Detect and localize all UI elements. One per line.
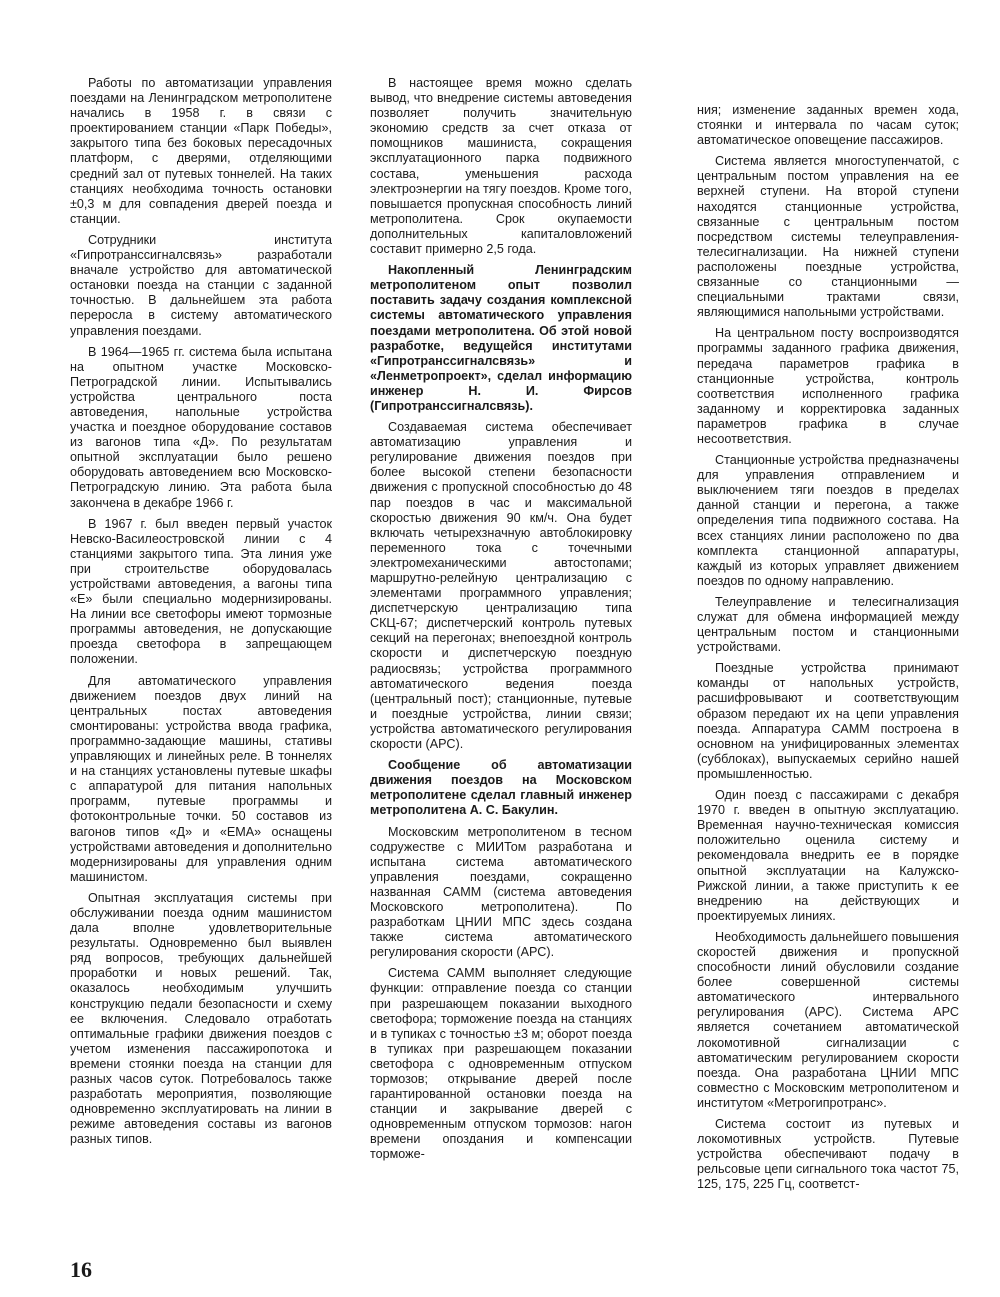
paragraph: ния; изменение заданных времен хода, стоянки и интервала по часам суток; автоматическое оповещение пассажиров.	[697, 103, 959, 148]
paragraph: На центральном посту воспроизводятся программы заданного графика движения, передача параметров графика в станционные устройства, контроль соответствия исполненного графика заданному и корректировка заданных параметров графика в случае несоответствия.	[697, 326, 959, 446]
paragraph: В настоящее время можно сделать вывод, что внедрение системы автоведения позволяет получить значительную экономию средств за счет отказа от помощников машиниста, сокращения эксплуатационного парка подвижного состава, уменьшения расхода электроэнергии на тягу поездов. Кроме того, повышается пропускная способность линий метрополитена. Срок окупаемости дополнительных капиталовложений составит примерно 2,5 года.	[370, 76, 632, 257]
paragraph: Московским метрополитеном в тесном содружестве с МИИТом разработана и испытана система автоматического управления поездами, сокращенно названная САММ (система автоведения Московского метрополитена). По разработкам ЦНИИ МПС здесь создана также система автоматического регулирования скорости (АРС).	[370, 824, 632, 960]
paragraph: Система САММ выполняет следующие функции: отправление поезда со станции при разрешающем показании выходного светофора; торможение поезда на станциях и в тупиках с точностью ±3 м; оборот поезда в тупиках при разрешающем показании светофора с одновременным отпуском тормозов; открывание дверей после гарантированной остановки поезда на станции и закрывание дверей с одновременным отпуском тормозов: нагон времени опоздания и компенсации торможе-	[370, 966, 632, 1162]
text-column-3	[697, 103, 959, 1198]
text-column-1	[70, 76, 332, 1153]
paragraph: Работы по автоматизации управления поездами на Ленинградском метрополитене начались в 1958 г. в связи с проектированием станции «Парк Победы», закрытого типа без боковых пересадочных платформ, с дверями, отделяющими средний зал от путевых тоннелей. На таких станциях необходима точность остановки ±0,3 м для совпадения дверей поезда и станции.	[70, 76, 332, 226]
paragraph: Система состоит из путевых и локомотивных устройств. Путевые устройства обеспечивают подачу в рельсовые цепи сигнального тока частот 75, 125, 175, 225 Гц, соответст-	[697, 1117, 959, 1192]
paragraph: В 1964—1965 гг. система была испытана на опытном участке Московско-Петроградской линии. Испытывались устройства центрального поста автоведения, напольные устройства участка и поездное оборудование составов из вагонов типа «Д». По результатам опытной эксплуатации было решено оборудовать автоведением всю Московско-Петроградскую линию. Эта работа была закончена в декабре 1966 г.	[70, 344, 332, 510]
lead-paragraph: Накопленный Ленинградским метрополитеном опыт позволил поставить задачу создания комплексной системы автоматического управления поездами метрополитена. Об этой новой разработке, ведущейся институтами «Гипротранссигналсвязь» и «Ленметропроект», сделал информацию инженер Н. И. Фирсов (Гипротранссигналсвязь).	[370, 263, 632, 413]
text-column-2	[370, 76, 632, 1169]
paragraph: Создаваемая система обеспечивает автоматизацию управления и регулирование движения поездов при более высокой степени безопасности движения с пропускной способностью до 48 пар поездов в час и максимальной скоростью движения 90 км/ч. Она будет включать четырехзначную автоблокировку переменного тока с точечными электромеханическими автостопами; маршрутно-релейную централизацию с элементами программного управления; диспетчерскую централизацию типа СКЦ-67; диспетчерский контроль путевых секций на перегонах; внепоездной контроль скорости и диспетчерскую поездную радиосвязь; устройства программного автоматического ведения поезда (центральный пост); станционные, путевые и поездные устройства, линии связи; устройства автоматического регулирования скорости (АРС).	[370, 420, 632, 752]
paragraph: Телеуправление и телесигнализация служат для обмена информацией между центральным постом и станционными устройствами.	[697, 594, 959, 655]
paragraph: Станционные устройства предназначены для управления отправлением и выключением тяги поездов в пределах данной станции и перегона, а также определения типа подвижного состава. На всех станциях линии расположено по два комплекта станционной аппаратуры, каждый из которых управляет движением поездов по одному направлению.	[697, 453, 959, 588]
lead-paragraph: Сообщение об автоматизации движения поездов на Московском метрополитене сделал главный инженер метрополитена А. С. Бакулин.	[370, 758, 632, 818]
paragraph: Необходимость дальнейшего повышения скоростей движения и пропускной способности линий обусловили создание более совершенной системы автоматического интервального регулирования (АРС). Система АРС является сочетанием автоматической локомотивной сигнализации с автоматическим регулированием скорости поезда. Она разработана ЦНИИ МПС совместно с Московским метрополитеном и институтом «Метрогипротранс».	[697, 929, 959, 1110]
page-number: 16	[70, 1257, 92, 1282]
paragraph: Сотрудники института «Гипротранссигналсвязь» разработали вначале устройство для автоматической остановки поезда на станции с заданной точностью. В дальнейшем эта работа переросла в систему автоматического управления поездами.	[70, 232, 332, 338]
paragraph: Система является многоступенчатой, с центральным постом управления на ее верхней ступени. На второй ступени находятся станционные устройства, связанные с центральным постом посредством системы телеуправления-телесигнализации. На нижней ступени расположены поездные устройства, связанные со станционными — специальными трактами связи, являющимися напольными устройствами.	[697, 154, 959, 320]
paragraph: В 1967 г. был введен первый участок Невско-Василеостровской линии с 4 станциями закрытого типа. Эта линия уже при строительстве оборудовалась устройствами автоведения, а вагоны типа «Е» были специально модернизированы. На линии все светофоры имеют тормозные программы автоведения, не допускающие проезда светофора в запрещающем положении.	[70, 516, 332, 667]
paragraph: Поездные устройства принимают команды от напольных устройств, расшифровывают и соответствующим образом передают их на цепи управления поезда. Аппаратура САММ построена в основном на унифицированных элементах (субблоках), выпускаемых серийно нашей промышленностью.	[697, 661, 959, 781]
paragraph: Для автоматического управления движением поездов двух линий на центральных постах автоведения смонтированы: устройства ввода графика, программно-задающие машины, стативы управляющих и линейных реле. В тоннелях и на станциях установлены путевые шкафы с аппаратурой для питания напольных программ, путевые программы и фотоконтрольные точки. 50 составов из вагонов типов «Д» и «ЕМА» оснащены устройствами автоведения и дополнительно модернизированы для управления одним машинистом.	[70, 673, 332, 884]
paragraph: Опытная эксплуатация системы при обслуживании поезда одним машинистом дала вполне удовлетворительные результаты. Одновременно был выявлен ряд вопросов, требующих дальнейшей проработки и новых решений. Так, оказалось необходимым улучшить конструкцию педали безопасности и схему ее включения. Следовало отработать оптимальные графики движения поездов с учетом изменения пассажиропотока и времени стоянки поезда на станции для разных часов суток. Потребовалось также разработать мероприятия, позволяющие одновременно эксплуатировать на линии в режиме автоведения составы из вагонов разных типов.	[70, 890, 332, 1147]
paragraph: Один поезд с пассажирами с декабря 1970 г. введен в опытную эксплуатацию. Временная научно-техническая комиссия положительно оценила систему и рекомендовала внедрить ее в порядке опытной эксплуатации на Калужско-Рижской линии, а также приступить к ее внедрению на действующих и проектируемых линиях.	[697, 788, 959, 923]
